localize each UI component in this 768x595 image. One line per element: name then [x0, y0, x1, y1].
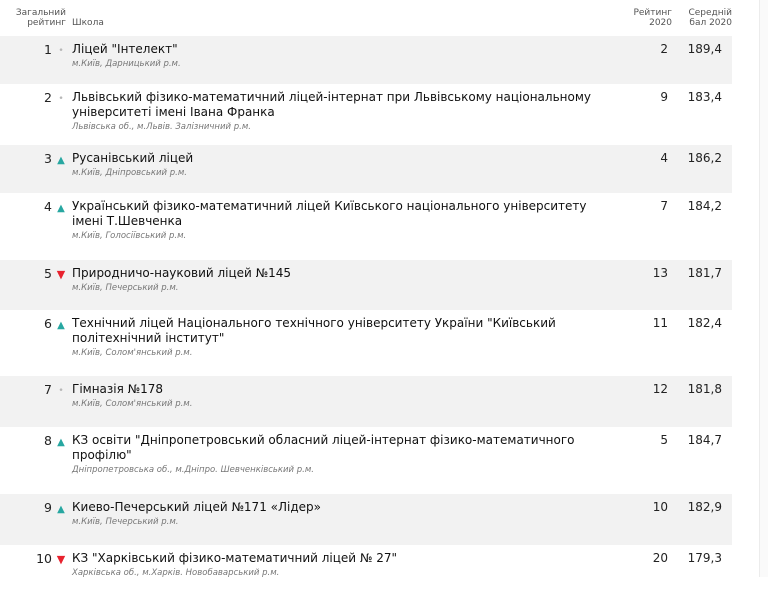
school-cell	[72, 427, 610, 494]
overall-rank: 3	[44, 151, 52, 166]
rank-2020-cell: 4	[610, 145, 672, 193]
school-name: Ліцей "Інтелект"	[72, 42, 178, 56]
rank-unchanged-dot-icon: •	[58, 386, 64, 396]
header-school[interactable]: Школа	[72, 18, 104, 28]
overall-rank-cell	[0, 36, 72, 84]
page-edge	[759, 0, 768, 577]
school-cell	[72, 545, 610, 595]
school-cell	[72, 260, 610, 310]
table-header-row	[0, 8, 732, 36]
school-cell	[72, 84, 610, 145]
table-row[interactable]	[0, 545, 732, 595]
overall-rank-cell	[0, 310, 72, 376]
school-location: м.Київ, Печерський р.м.	[72, 517, 179, 527]
table-row[interactable]	[0, 376, 732, 427]
school-cell	[72, 145, 610, 193]
school-name: КЗ освіти "Дніпропетровський обласний ліцей-інтернат фізико-математичного профілю"	[72, 433, 575, 462]
average-score-cell: 184,2	[687, 199, 722, 213]
header-overall-rank[interactable]: Загальний рейтинг	[15, 8, 66, 28]
school-cell	[72, 310, 610, 376]
rank-up-arrow-icon: ▲	[57, 437, 65, 448]
table-row[interactable]	[0, 36, 732, 84]
school-location: м.Київ, Печерський р.м.	[72, 283, 179, 293]
average-score-cell: 179,3	[687, 551, 722, 565]
table-row[interactable]	[0, 260, 732, 310]
school-name: Львівський фізико-математичний ліцей-інтернат при Львівському національному університеті імені Івана Франка	[72, 90, 591, 119]
school-cell	[72, 376, 610, 427]
school-location: м.Київ, Голосіївський р.м.	[72, 231, 187, 241]
table-row[interactable]	[0, 427, 732, 494]
school-location: м.Київ, Дарницький р.м.	[72, 59, 181, 69]
overall-rank: 7	[44, 382, 52, 397]
rank-up-arrow-icon: ▲	[57, 320, 65, 331]
rank-2020-cell: 11	[652, 316, 668, 330]
overall-rank: 8	[44, 433, 52, 448]
rank-down-arrow-icon: ▼	[56, 553, 66, 566]
average-score-cell: 181,7	[672, 260, 732, 310]
school-location: Львівська об., м.Львів. Залізничний р.м.	[72, 122, 251, 132]
overall-rank: 5	[44, 266, 52, 281]
overall-rank-cell	[0, 494, 72, 545]
average-score-cell: 182,9	[672, 494, 732, 545]
table-row[interactable]	[0, 145, 732, 193]
rank-2020-cell: 13	[610, 260, 672, 310]
table-row[interactable]	[0, 310, 732, 376]
overall-rank: 10	[36, 551, 52, 566]
rank-2020-cell: 7	[660, 199, 668, 213]
school-name: Русанівський ліцей	[72, 151, 194, 165]
rank-2020-cell: 9	[660, 90, 668, 104]
overall-rank: 1	[44, 42, 52, 57]
rank-unchanged-dot-icon: •	[58, 94, 64, 104]
school-cell	[72, 494, 610, 545]
rank-2020-cell: 5	[660, 433, 668, 447]
school-location: Харківська об., м.Харків. Новобаварський р.м.	[72, 568, 280, 578]
overall-rank-cell	[0, 145, 72, 193]
school-name: Український фізико-математичний ліцей Київського національного університету імені Т.Шевченка	[72, 199, 587, 228]
average-score-cell: 186,2	[672, 145, 732, 193]
school-name: Гімназія №178	[72, 382, 164, 396]
header-rank-2020[interactable]: Рейтинг 2020	[633, 8, 672, 28]
overall-rank-cell	[0, 545, 72, 595]
rank-up-arrow-icon: ▲	[57, 203, 65, 214]
overall-rank-cell	[0, 84, 72, 145]
school-name: КЗ "Харківський фізико-математичний ліцей № 27"	[72, 551, 397, 565]
school-cell	[72, 193, 610, 260]
rank-unchanged-dot-icon: •	[58, 46, 64, 56]
table-row[interactable]	[0, 494, 732, 545]
table-row[interactable]	[0, 193, 732, 260]
overall-rank: 4	[44, 199, 52, 214]
school-location: м.Київ, Дніпровський р.м.	[72, 168, 187, 178]
overall-rank-cell	[0, 193, 72, 260]
school-location: м.Київ, Солом'янський р.м.	[72, 348, 193, 358]
overall-rank: 9	[44, 500, 52, 515]
header-average-score[interactable]: Середній бал 2020	[688, 8, 732, 28]
rank-2020-cell: 20	[652, 551, 668, 565]
rank-up-arrow-icon: ▲	[57, 155, 65, 166]
rank-2020-cell: 12	[610, 376, 672, 427]
school-name: Киево-Печерський ліцей №171 «Лідер»	[72, 500, 321, 514]
average-score-cell: 182,4	[687, 316, 722, 330]
school-cell	[72, 36, 610, 84]
rank-down-arrow-icon: ▼	[56, 268, 66, 281]
overall-rank: 2	[44, 90, 52, 105]
rank-2020-cell: 2	[610, 36, 672, 84]
overall-rank-cell	[0, 376, 72, 427]
rank-up-arrow-icon: ▲	[57, 504, 65, 515]
overall-rank-cell	[0, 427, 72, 494]
rank-2020-cell: 10	[610, 494, 672, 545]
average-score-cell: 183,4	[687, 90, 722, 104]
table-row[interactable]	[0, 84, 732, 145]
average-score-cell: 189,4	[672, 36, 732, 84]
average-score-cell: 184,7	[687, 433, 722, 447]
average-score-cell: 181,8	[672, 376, 732, 427]
school-location: м.Київ, Солом'янський р.м.	[72, 399, 193, 409]
overall-rank-cell	[0, 260, 72, 310]
school-location: Дніпропетровська об., м.Дніпро. Шевченківський р.м.	[72, 465, 314, 475]
school-name: Технічний ліцей Національного технічного університету України "Київський політехнічний інститут"	[72, 316, 556, 345]
overall-rank: 6	[44, 316, 52, 331]
school-ranking-table	[0, 8, 732, 595]
school-name: Природничо-науковий ліцей №145	[72, 266, 292, 280]
